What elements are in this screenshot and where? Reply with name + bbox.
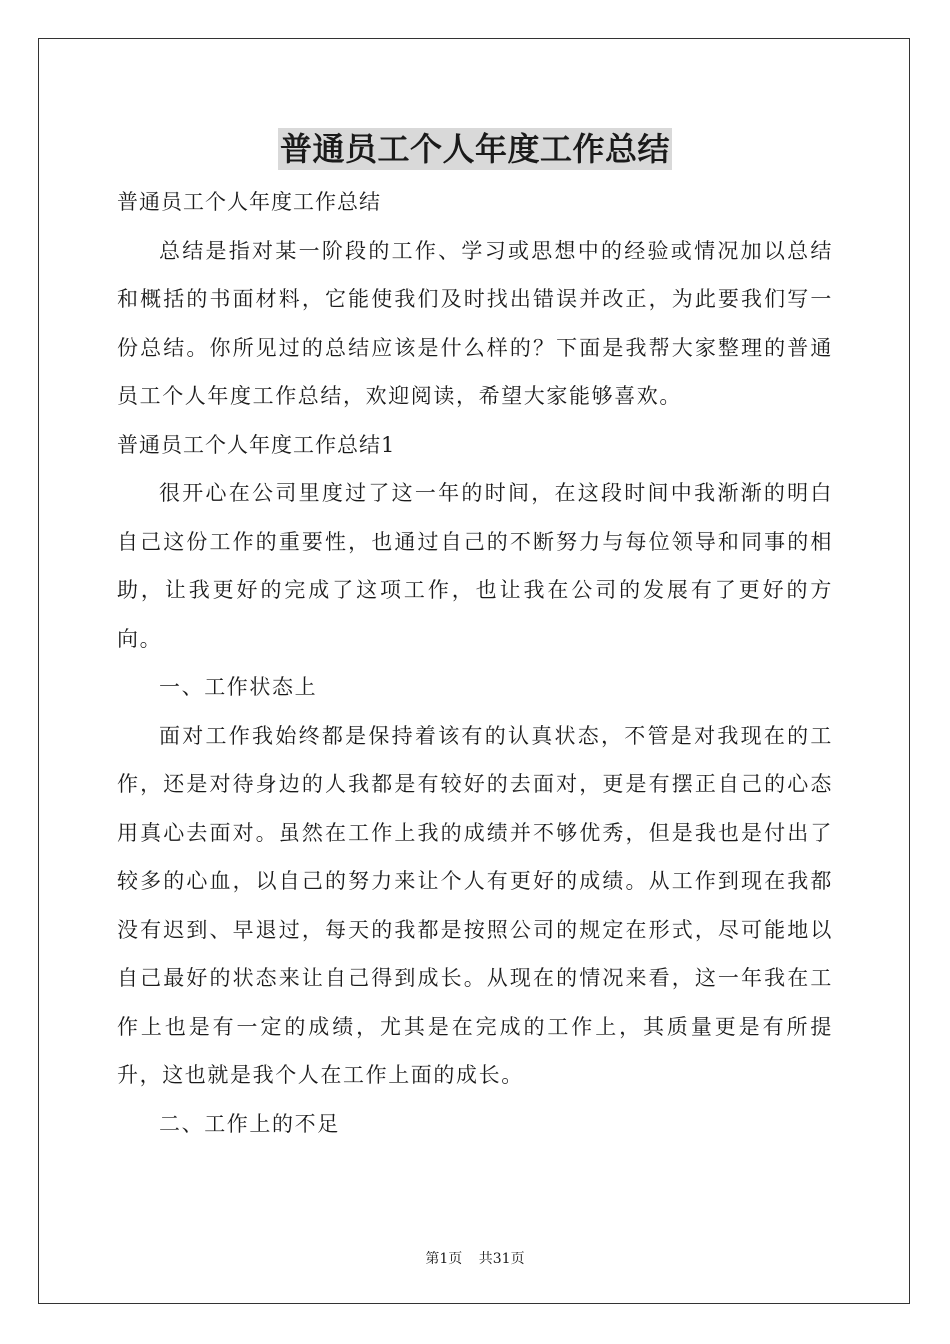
- subtitle-line: 普通员工个人年度工作总结: [117, 190, 381, 214]
- document-title-text: 普通员工个人年度工作总结: [279, 130, 670, 168]
- page-total: 共31页: [478, 1251, 525, 1267]
- page-number: 第1页: [425, 1251, 463, 1267]
- subheading-shortcomings: 二、工作上的不足: [159, 1111, 340, 1136]
- section-title: 普通员工个人年度工作总结1: [117, 432, 396, 457]
- subheading-work-state: 一、工作状态上: [159, 675, 318, 699]
- document-title: [0, 128, 950, 170]
- body-paragraph: 很开心在公司里度过了这一年的时间，在这段时间中我渐渐的明白自己这份工作的重要性，也通过自己的不断努力与每位领导和同事的相助，让我更好的完成了这项工作，也让我在公司的发展有了更好的方向。: [117, 481, 833, 651]
- intro-paragraph: 总结是指对某一阶段的工作、学习或思想中的经验或情况加以总结和概括的书面材料，它能使我们及时找出错误并改正，为此要我们写一份总结。你所见过的总结应该是什么样的？下面是我帮大家整理的普通员工个人年度工作总结，欢迎阅读，希望大家能够喜欢。: [117, 238, 833, 408]
- body-paragraph: 面对工作我始终都是保持着该有的认真状态，不管是对我现在的工作，还是对待身边的人我都是有较好的去面对，更是有摆正自己的心态用真心去面对。虽然在工作上我的成绩并不够优秀，但是我也是付出了较多的心血，以自己的努力来让个人有更好的成绩。从工作到现在我都没有迟到、早退过，每天的我都是按照公司的规定在形式，尽可能地以自己最好的状态来让自己得到成长。从现在的情况来看，这一年我在工作上也是有一定的成绩，尤其是在完成的工作上，其质量更是有所提升，这也就是我个人在工作上面的成长。: [117, 723, 833, 1087]
- document-body: [117, 178, 833, 1148]
- page-footer: [0, 1248, 950, 1268]
